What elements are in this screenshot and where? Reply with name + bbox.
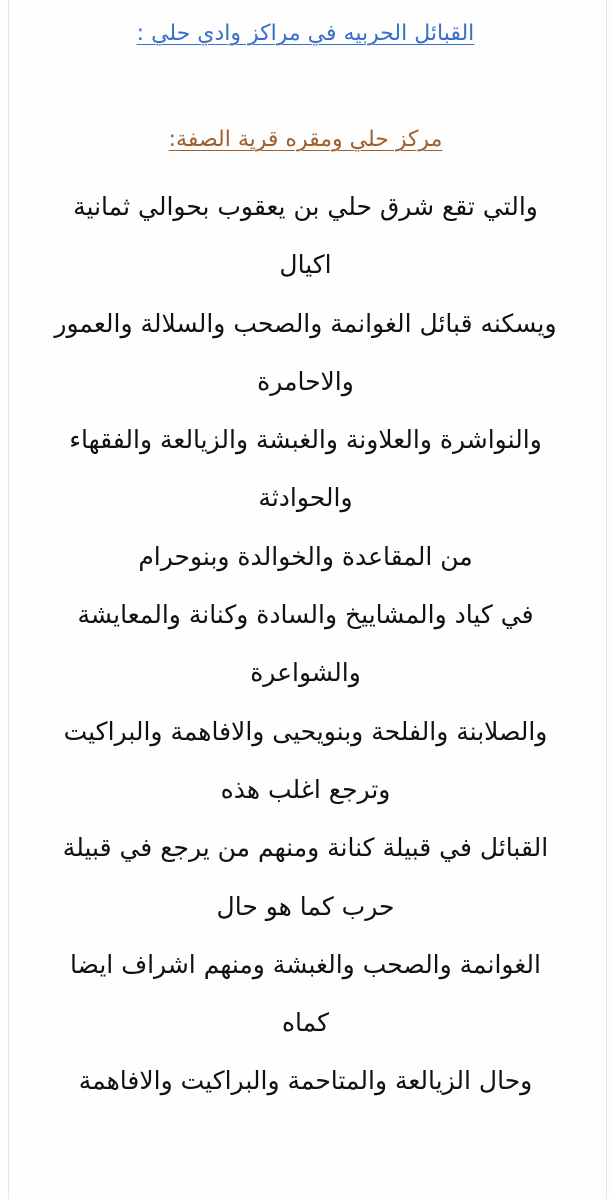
body-line: حرب كما هو حال [216, 891, 395, 921]
body-line: وترجع اغلب هذه [220, 774, 391, 804]
article-title-link[interactable]: القبائل الحربيه في مراكز وادي حلي : [136, 21, 475, 46]
body-line: والحوادثة [258, 483, 353, 513]
section-subtitle: مركز حلي ومقره قرية الصفة: [168, 127, 443, 152]
body-line: في كياد والمشاييخ والسادة وكنانة والمعايشة [77, 600, 534, 630]
body-line: والنواشرة والعلاونة والغبشة والزيالعة والفقهاء [69, 425, 542, 455]
body-line: كماه [281, 1008, 330, 1038]
body-line: ويسكنه قبائل الغوانمة والصحب والسلالة والعمور [54, 308, 557, 338]
body-line: والشواعرة [250, 658, 361, 688]
body-line: القبائل في قبيلة كنانة ومنهم من يرجع في قبيلة [62, 833, 549, 863]
body-line: والصلابنة والفلحة وبنويحيى والافاهمة والبراكيت [63, 716, 548, 746]
body-line: وحال الزيالعة والمتاحمة والبراكيت والافاهمة [78, 1066, 533, 1096]
article-body [18, 178, 593, 1111]
body-line: اكيال [279, 250, 332, 280]
body-line: الغوانمة والصحب والغبشة ومنهم اشراف ايضا [70, 949, 541, 979]
body-line: والتي تقع شرق حلي بن يعقوب بحوالي ثمانية [73, 192, 538, 221]
body-line: والاحامرة [257, 366, 354, 396]
body-line: من المقاعدة والخوالدة وبنوحرام [138, 541, 473, 571]
